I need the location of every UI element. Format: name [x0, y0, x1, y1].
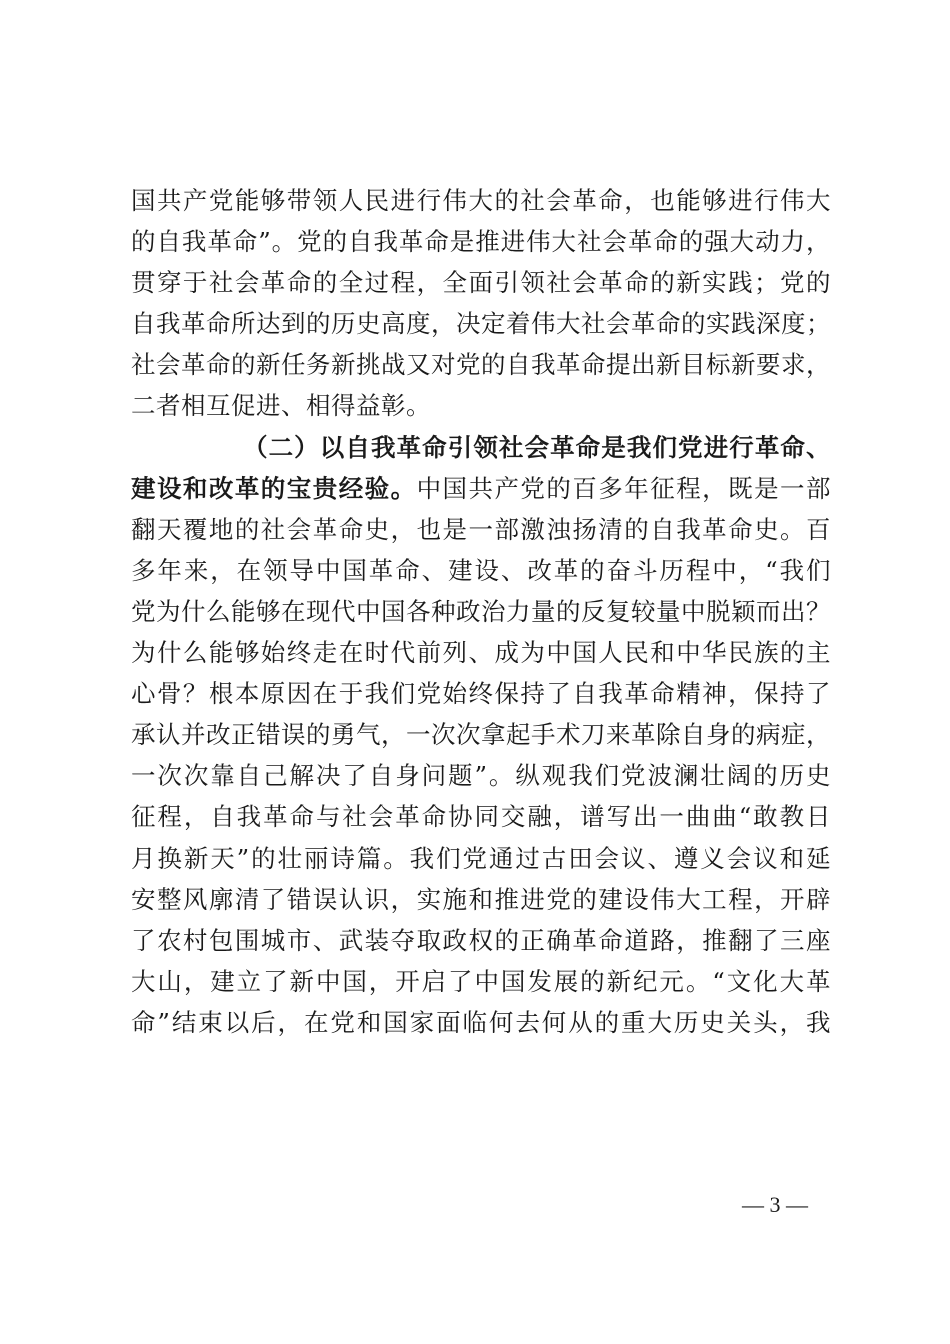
paragraph-line: 安整风廓清了错误认识，实施和推进党的建设伟大工程，开辟 [131, 884, 831, 914]
paragraph-line: 社会革命的新任务新挑战又对党的自我革命提出新目标新要求， [131, 350, 831, 380]
paragraph-line [131, 468, 831, 509]
paragraph-line: 贯穿于社会革命的全过程，全面引领社会革命的新实践；党的 [131, 268, 831, 298]
section-heading-continuation: 建设和改革的宝贵经验。 [131, 473, 417, 503]
paragraph-line: 为什么能够始终走在时代前列、成为中国人民和中华民族的主 [131, 638, 831, 668]
paragraph-line: 一次次靠自己解决了自身问题”。纵观我们党波澜壮阔的历史 [131, 761, 831, 791]
paragraph-line: 承认并改正错误的勇气，一次次拿起手术刀来革除自身的病症， [131, 720, 831, 750]
paragraph-line: 翻天覆地的社会革命史，也是一部激浊扬清的自我革命史。百 [131, 514, 831, 544]
paragraph-line: 征程，自我革命与社会革命协同交融，谱写出一曲曲“敢教日 [131, 802, 831, 832]
paragraph-line: 了农村包围城市、武装夺取政权的正确革命道路，推翻了三座 [131, 925, 831, 955]
section-heading: （二）以自我革命引领社会革命是我们党进行革命、 [243, 432, 831, 462]
paragraph-text: 中国共产党的百多年征程，既是一部 [416, 473, 831, 503]
paragraph-line: 命”结束以后，在党和国家面临何去何从的重大历史关头，我 [131, 1007, 831, 1037]
paragraph-line: 自我革命所达到的历史高度，决定着伟大社会革命的实践深度； [131, 309, 831, 339]
paragraph-line: 党为什么能够在现代中国各种政治力量的反复较量中脱颖而出？ [131, 596, 831, 626]
paragraph-line: 的自我革命”。党的自我革命是推进伟大社会革命的强大动力， [131, 227, 831, 257]
body-text [131, 180, 831, 1043]
paragraph-line: 月换新天”的壮丽诗篇。我们党通过古田会议、遵义会议和延 [131, 843, 831, 873]
paragraph-line: 多年来，在领导中国革命、建设、改革的奋斗历程中，“我们 [131, 555, 831, 585]
paragraph-line: 大山，建立了新中国，开启了中国发展的新纪元。“文化大革 [131, 966, 831, 996]
page-number: — 3 — [742, 1192, 808, 1217]
paragraph-line: 二者相互促进、相得益彰。 [131, 391, 431, 421]
paragraph-line: 国共产党能够带领人民进行伟大的社会革命，也能够进行伟大 [131, 186, 831, 215]
paragraph-line: 心骨？根本原因在于我们党始终保持了自我革命精神，保持了 [131, 679, 831, 709]
